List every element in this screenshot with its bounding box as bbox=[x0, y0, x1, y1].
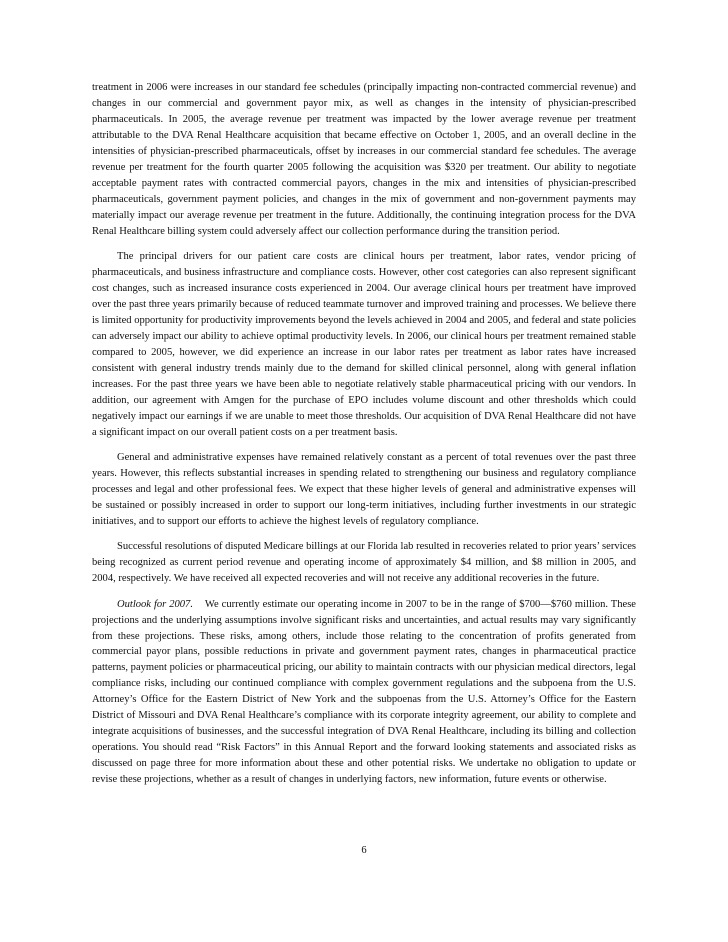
paragraph-text: Successful resolutions of disputed Medicare billings at our Florida lab resulted in recoveries related to prior years’ services being recognized as current period revenue and operating income of approximately $4 million, and $8 million in 2005, and 2004, respectively. We have received all expected recoveries and will not receive any additional recoveries in the future. bbox=[92, 541, 636, 585]
paragraph-revenue-continuation bbox=[92, 80, 636, 240]
paragraph-patient-care-costs bbox=[92, 249, 636, 440]
paragraph-outlook-2007 bbox=[92, 597, 636, 788]
page-number: 6 bbox=[361, 845, 367, 856]
paragraph-text: The principal drivers for our patient care costs are clinical hours per treatment, labor rates, vendor pricing of pharmaceuticals, and business infrastructure and compliance costs. However, other cost categories can also represent significant cost changes, such as increased insurance costs experienced in 2004. Our average clinical hours per treatment have improved over the past three years primarily because of reduced teammate turnover and improved training and processes. We believe there is limited opportunity for productivity improvements beyond the levels achieved in 2004 and 2005, and federal and state policies can adversely impact our ability to achieve optimal productivity levels. In 2006, our clinical hours per treatment remained stable compared to 2005, however, we did experience an increase in our labor rates per treatment as labor rates have increased consistent with general industry trends mainly due to the demand for skilled clinical personnel, along with general inflation increases. For the past three years we have been able to negotiate relatively stable pharmaceutical pricing with our vendors. In addition, our agreement with Amgen for the purchase of EPO includes volume discount and other thresholds which could negatively impact our earnings if we are unable to meet those thresholds. Our acquisition of DVA Renal Healthcare did not have a significant impact on our overall patient costs on a per treatment basis. bbox=[92, 251, 636, 438]
paragraph-text: General and administrative expenses have remained relatively constant as a percent of total revenues over the past three years. However, this reflects substantial increases in spending related to strengthening our business and regulatory compliance processes and legal and other professional fees. We expect that these higher levels of general and administrative expenses will be sustained or possibly increased in order to support our long-term initiatives, including further investments in our strategic initiatives, and to support our efforts to achieve the highest levels of regulatory compliance. bbox=[92, 451, 636, 527]
paragraph-general-administrative bbox=[92, 450, 636, 530]
document-body bbox=[92, 80, 636, 798]
paragraph-medicare-recoveries bbox=[92, 539, 636, 587]
paragraph-text: treatment in 2006 were increases in our standard fee schedules (principally impacting non-contracted commercial revenue) and changes in our commercial and government payor mix, as well as changes in the intensity of physician-prescribed pharmaceuticals. In 2005, the average revenue per treatment was impacted by the lower average revenue per treatment attributable to the DVA Renal Healthcare acquisition that became effective on October 1, 2005, and an overall decline in the intensities of physician-prescribed pharmaceuticals, offset by increases in our commercial standard fee schedules. The average revenue per treatment for the fourth quarter 2005 following the acquisition was $320 per treatment. Our ability to negotiate acceptable payment rates with contracted commercial payors, changes in the mix and intensities of physician-prescribed pharmaceuticals, government payment policies, and changes in the mix of government and non-government payments may materially impact our average revenue per treatment in the future. Additionally, the continuing integration process for the DVA Renal Healthcare billing system could adversely affect our collection performance during the transition period. bbox=[92, 82, 636, 237]
paragraph-text: We currently estimate our operating income in 2007 to be in the range of $700—$760 million. These projections and the underlying assumptions involve significant risks and uncertainties, and actual results may vary significantly from these projections. These risks, among others, include those relating to the concentration of profits generated from commercial payor plans, possible reductions in private and government payment rates, changes in pharmaceutical practice patterns, payment policies or pharmaceutical pricing, our ability to maintain contracts with our physician medical directors, legal compliance risks, including our continued compliance with complex government regulations and the subpoena from the U.S. Attorney’s Office for the Eastern District of New York and the subpoenas from the U.S. Attorney’s Office for the Eastern District of Missouri and DVA Renal Healthcare’s compliance with its corporate integrity agreement, our ability to complete and integrate acquisitions of businesses, and the successful integration of DVA Renal Healthcare, including its billing and collection operations. You should read “Risk Factors” in this Annual Report and the forward looking statements and associated risks as discussed on page three for more information about these and other potential risks. We undertake no obligation to update or revise these projections, whether as a result of changes in underlying factors, new information, future events or otherwise. bbox=[92, 598, 636, 786]
paragraph-lead-heading: Outlook for 2007. bbox=[117, 598, 193, 610]
